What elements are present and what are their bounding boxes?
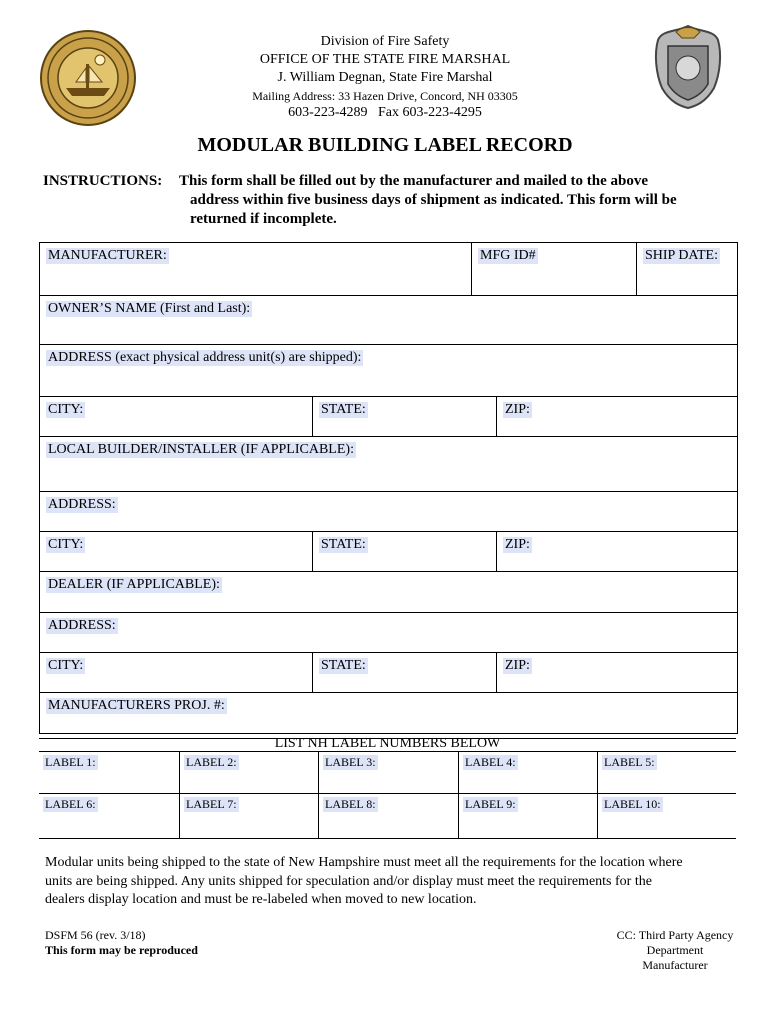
cc-third-party: CC: Third Party Agency bbox=[616, 928, 734, 942]
instructions-lead: INSTRUCTIONS: bbox=[43, 173, 163, 189]
cc-department: Department bbox=[646, 943, 704, 957]
instructions-line-3: returned if incomplete. bbox=[190, 211, 337, 227]
division-name: Division of Fire Safety bbox=[320, 34, 450, 49]
dealer-label: DEALER (IF APPLICABLE): bbox=[48, 577, 220, 592]
owner-name-field[interactable] bbox=[40, 296, 737, 345]
city-label: CITY: bbox=[48, 658, 84, 673]
cc-manufacturer: Manufacturer bbox=[642, 958, 708, 972]
label-numbers-section bbox=[39, 734, 736, 839]
zip-label: ZIP: bbox=[505, 537, 530, 552]
phone-fax: 603-223-4289 Fax 603-223-4295 bbox=[288, 105, 482, 120]
label-number-field[interactable] bbox=[597, 752, 736, 793]
owner-name-label: OWNER’S NAME (First and Last): bbox=[48, 301, 251, 316]
owner-city-field[interactable] bbox=[40, 397, 312, 436]
dealer-city-field[interactable] bbox=[40, 653, 312, 692]
manufacturer-field[interactable] bbox=[40, 243, 471, 295]
label-number-field[interactable] bbox=[318, 794, 458, 838]
owner-state-field[interactable] bbox=[312, 397, 496, 436]
shipping-address-field[interactable] bbox=[40, 345, 737, 397]
dealer-zip-field[interactable] bbox=[496, 653, 737, 692]
mfg-id-field[interactable] bbox=[471, 243, 636, 295]
builder-city-field[interactable] bbox=[40, 532, 312, 571]
mailing-address: Mailing Address: 33 Hazen Drive, Concord, NH 03305 bbox=[252, 89, 518, 103]
label-number-field[interactable] bbox=[39, 794, 179, 838]
label-number-field[interactable] bbox=[458, 794, 597, 838]
label-record-form bbox=[39, 242, 738, 734]
shipping-notice-line-3: dealers display location and must be re-labeled when moved to new location. bbox=[45, 892, 477, 907]
label-number-field[interactable] bbox=[39, 752, 179, 793]
builder-zip-field[interactable] bbox=[496, 532, 737, 571]
shipping-address-label: ADDRESS (exact physical address unit(s) are shipped): bbox=[48, 350, 362, 365]
owner-zip-field[interactable] bbox=[496, 397, 737, 436]
ship-date-label: SHIP DATE: bbox=[645, 248, 718, 263]
builder-address-field[interactable] bbox=[40, 492, 737, 532]
zip-label: ZIP: bbox=[505, 658, 530, 673]
state-label: STATE: bbox=[321, 402, 366, 417]
local-builder-label: LOCAL BUILDER/INSTALLER (IF APPLICABLE): bbox=[48, 442, 354, 457]
shipping-notice-line-2: units are being shipped. Any units shipped for speculation and/or display must meet the requirements for the bbox=[45, 874, 652, 889]
mfg-id-label: MFG ID# bbox=[480, 248, 536, 263]
label-number-label: LABEL 1: bbox=[45, 755, 96, 769]
state-label: STATE: bbox=[321, 537, 366, 552]
label-number-label: LABEL 2: bbox=[186, 755, 237, 769]
builder-address-label: ADDRESS: bbox=[48, 497, 116, 512]
fire-marshal-name: J. William Degnan, State Fire Marshal bbox=[277, 70, 493, 85]
builder-city-state-zip-row bbox=[40, 532, 737, 572]
dealer-field[interactable] bbox=[40, 572, 737, 613]
label-numbers-title: LIST NH LABEL NUMBERS BELOW bbox=[274, 736, 501, 751]
city-label: CITY: bbox=[48, 402, 84, 417]
dealer-address-label: ADDRESS: bbox=[48, 618, 116, 633]
instructions-line-1: This form shall be filled out by the manufacturer and mailed to the above bbox=[179, 173, 649, 189]
reproduce-note: This form may be reproduced bbox=[45, 943, 198, 957]
manufacturer-row bbox=[40, 243, 737, 296]
label-number-label: LABEL 3: bbox=[325, 755, 376, 769]
label-number-label: LABEL 6: bbox=[45, 797, 96, 811]
label-number-field[interactable] bbox=[179, 752, 318, 793]
instructions-line-2: address within five business days of shipment as indicated. This form will be bbox=[190, 192, 677, 208]
manufacturer-label: MANUFACTURER: bbox=[48, 248, 167, 263]
state-label: STATE: bbox=[321, 658, 366, 673]
label-number-field[interactable] bbox=[318, 752, 458, 793]
label-number-label: LABEL 8: bbox=[325, 797, 376, 811]
label-number-field[interactable] bbox=[597, 794, 736, 838]
dealer-state-field[interactable] bbox=[312, 653, 496, 692]
label-number-label: LABEL 7: bbox=[186, 797, 237, 811]
label-number-label: LABEL 10: bbox=[604, 797, 661, 811]
manufacturer-project-label: MANUFACTURERS PROJ. #: bbox=[48, 698, 225, 713]
label-number-label: LABEL 4: bbox=[465, 755, 516, 769]
shipping-notice-line-1: Modular units being shipped to the state of New Hampshire must meet all the requirements for the location where bbox=[45, 855, 683, 870]
zip-label: ZIP: bbox=[505, 402, 530, 417]
office-name: OFFICE OF THE STATE FIRE MARSHAL bbox=[259, 52, 511, 67]
form-id: DSFM 56 (rev. 3/18) bbox=[45, 928, 146, 942]
city-label: CITY: bbox=[48, 537, 84, 552]
manufacturer-project-field[interactable] bbox=[40, 693, 737, 734]
ship-date-field[interactable] bbox=[636, 243, 737, 295]
label-number-label: LABEL 5: bbox=[604, 755, 655, 769]
dealer-address-field[interactable] bbox=[40, 613, 737, 653]
owner-city-state-zip-row bbox=[40, 397, 737, 437]
builder-state-field[interactable] bbox=[312, 532, 496, 571]
label-number-label: LABEL 9: bbox=[465, 797, 516, 811]
label-number-field[interactable] bbox=[458, 752, 597, 793]
label-number-field[interactable] bbox=[179, 794, 318, 838]
dealer-city-state-zip-row bbox=[40, 653, 737, 693]
form-title: MODULAR BUILDING LABEL RECORD bbox=[197, 134, 573, 156]
local-builder-field[interactable] bbox=[40, 437, 737, 492]
